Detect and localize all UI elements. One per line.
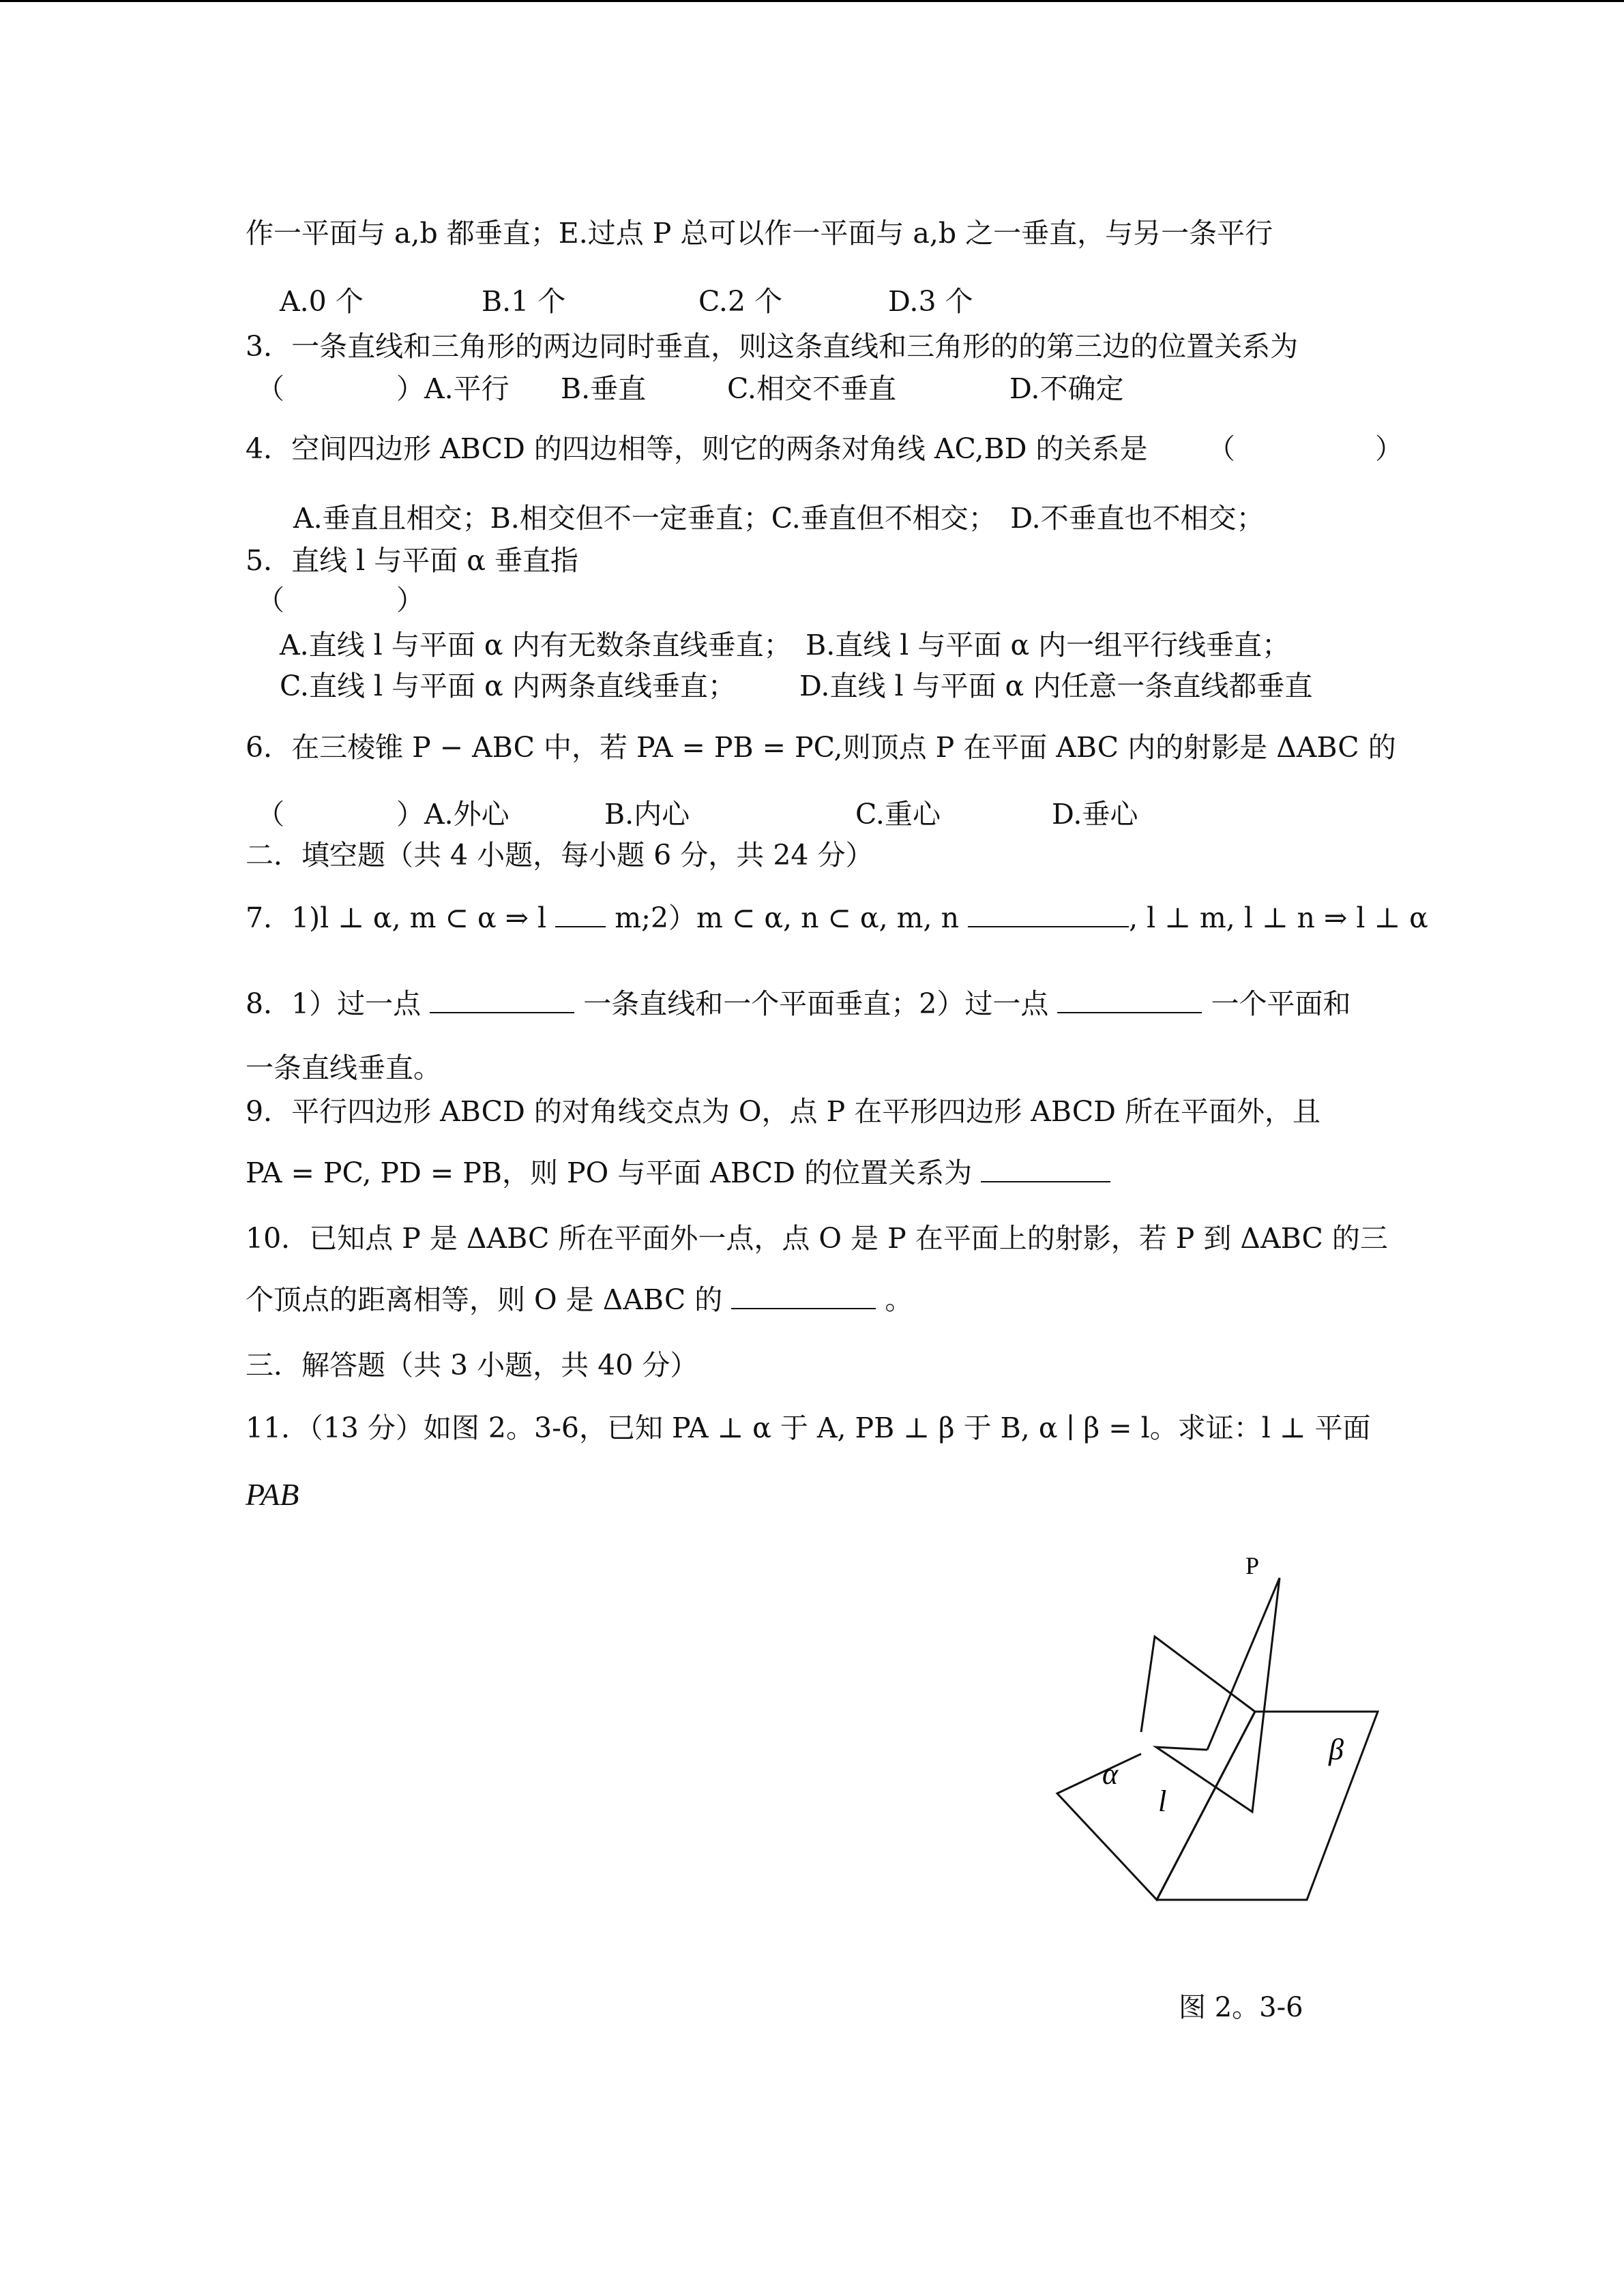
- q5-answer-paren: （ ）: [256, 584, 424, 616]
- q8-blank-2[interactable]: [1057, 989, 1202, 1013]
- line-q1-continued: 作一平面与 a,b 都垂直；E.过点 P 总可以作一平面与 a,b 之一垂直，与另一条平行: [246, 217, 1273, 250]
- question-5: 5．直线 l 与平面 α 垂直指: [246, 544, 579, 577]
- label-beta: β: [1329, 1733, 1344, 1766]
- question-11: 11．（13 分）如图 2。3-6，已知 PA ⊥ α 于 A, PB ⊥ β 于 B, α ∣ β = l。求证：l ⊥ 平面: [246, 1412, 1371, 1444]
- question-9: 9．平行四边形 ABCD 的对角线交点为 O，点 P 在平形四边形 ABCD 所在平面外，且: [246, 1095, 1320, 1128]
- q8-part-3: 一个平面和: [1211, 987, 1351, 1020]
- q8-blank-1[interactable]: [430, 989, 574, 1013]
- q6-option-d: D.垂心: [1052, 798, 1138, 831]
- q5-option-d: D.直线 l 与平面 α 内任意一条直线都垂直: [799, 670, 1313, 702]
- q7-part-3: , l ⊥ m, l ⊥ n ⇒ l ⊥ α: [1129, 901, 1428, 934]
- q7-blank-1[interactable]: [555, 903, 606, 927]
- label-l: l: [1158, 1785, 1167, 1818]
- q10-part-2: 个顶点的距离相等，则 O 是 ΔABC 的: [246, 1283, 723, 1316]
- question-10-continued: [246, 1282, 913, 1317]
- q2-option-b: B.1 个: [482, 285, 566, 318]
- q3-option-a: （ ）A.平行: [256, 372, 510, 405]
- q4-answer-paren: （ ）: [1207, 432, 1403, 465]
- q8-part-2: 一条直线和一个平面垂直；2）过一点: [583, 987, 1049, 1020]
- line-l: [1157, 1712, 1255, 1900]
- question-9-continued: [246, 1155, 1110, 1191]
- label-alpha: α: [1102, 1757, 1119, 1791]
- section-2-heading: 二．填空题（共 4 小题，每小题 6 分，共 24 分）: [246, 839, 874, 871]
- triangle-pab: [1156, 1578, 1280, 1812]
- question-10: 10．已知点 P 是 ΔABC 所在平面外一点，点 O 是 P 在平面上的射影，若 P 到 ΔABC 的三: [246, 1222, 1388, 1255]
- q2-option-c: C.2 个: [698, 285, 783, 318]
- question-11-continued: PAB: [246, 1477, 299, 1512]
- q10-part-3: 。: [885, 1283, 913, 1316]
- q5-options-ab: A.直线 l 与平面 α 内有无数条直线垂直； B.直线 l 与平面 α 内一组平行线垂直；: [280, 629, 1290, 661]
- question-7: [246, 900, 1428, 936]
- q7-part-1: 7．1)l ⊥ α, m ⊂ α ⇒ l: [246, 901, 547, 934]
- question-3: 3．一条直线和三角形的两边同时垂直，则这条直线和三角形的的第三边的位置关系为: [246, 330, 1299, 363]
- alpha-plane-upper-edge: [1141, 1637, 1255, 1732]
- q7-part-2: m;2）m ⊂ α, n ⊂ α, m, n: [615, 901, 960, 934]
- q2-option-a: A.0 个: [280, 285, 364, 318]
- alpha-plane-edge: [1057, 1712, 1255, 1900]
- q3-option-c: C.相交不垂直: [727, 372, 896, 405]
- planes-figure: [1037, 1541, 1391, 1923]
- q5-option-c: C.直线 l 与平面 α 内两条直线垂直；: [280, 670, 736, 702]
- q6-option-c: C.重心: [855, 798, 941, 831]
- q3-option-d: D.不确定: [1009, 372, 1124, 405]
- question-4: 4．空间四边形 ABCD 的四边相等，则它的两条对角线 AC,BD 的关系是: [246, 432, 1148, 465]
- question-6: 6．在三棱锥 P − ABC 中，若 PA = PB = PC,则顶点 P 在平面 ABC 内的射影是 ΔABC 的: [246, 731, 1396, 764]
- question-8: [246, 986, 1350, 1022]
- beta-plane-edge: [1157, 1712, 1378, 1900]
- q6-option-b: B.内心: [604, 798, 690, 831]
- section-3-heading: 三．解答题（共 3 小题，共 40 分）: [246, 1349, 698, 1382]
- q3-option-b: B.垂直: [561, 372, 647, 405]
- q8-part-1: 8．1）过一点: [246, 987, 422, 1020]
- top-border: [0, 0, 1624, 2]
- q7-blank-2[interactable]: [968, 903, 1129, 927]
- figure-caption: 图 2。3-6: [1179, 1992, 1303, 2023]
- q9-part-2: PA = PC, PD = PB，则 PO 与平面 ABCD 的位置关系为: [246, 1157, 973, 1189]
- q10-blank[interactable]: [731, 1285, 876, 1309]
- q6-option-a: （ ）A.外心: [256, 798, 510, 831]
- q2-option-d: D.3 个: [888, 285, 973, 318]
- q9-blank[interactable]: [981, 1158, 1110, 1182]
- question-8-continued: 一条直线垂直。: [246, 1052, 441, 1084]
- q4-options: A.垂直且相交；B.相交但不一定垂直；C.垂直但不相交； D.不垂直也不相交；: [293, 502, 1265, 535]
- label-p: P: [1245, 1552, 1260, 1579]
